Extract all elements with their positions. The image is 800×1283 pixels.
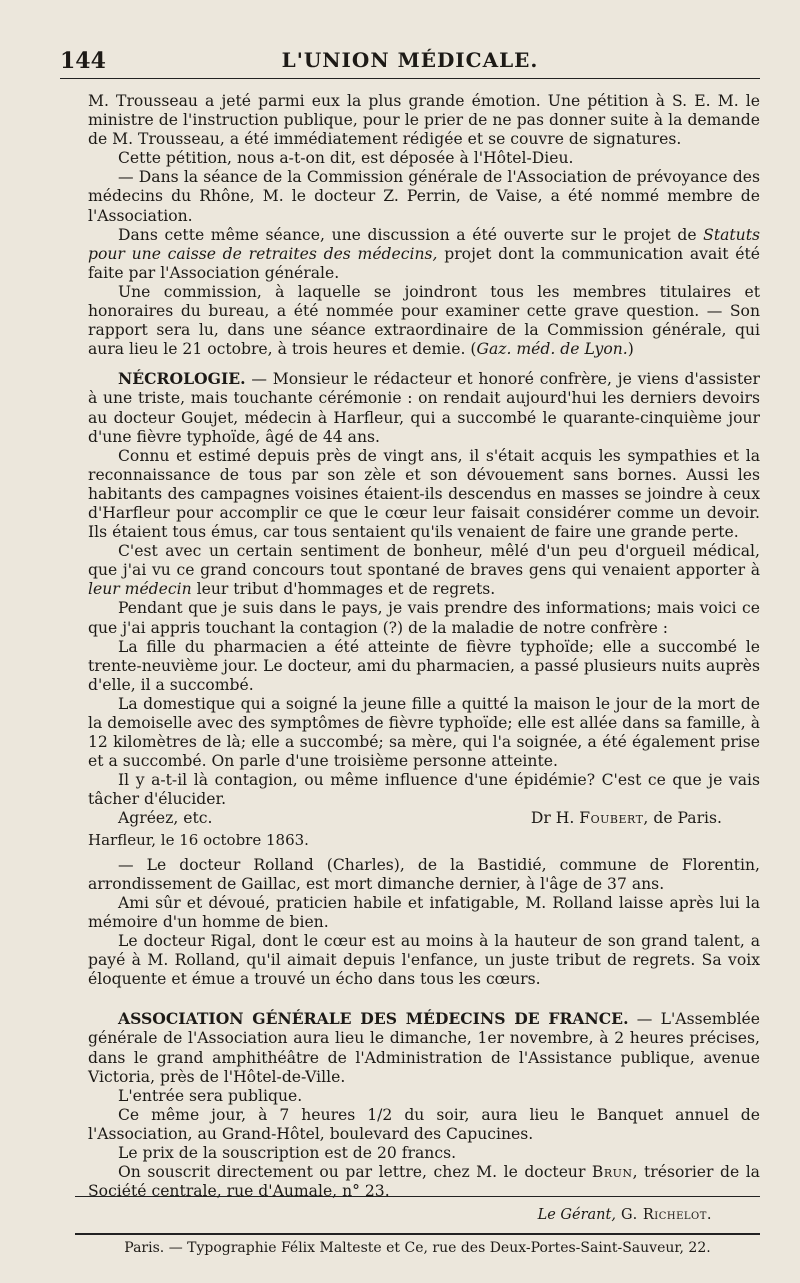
gerant-name: G. Richelot.	[615, 1207, 712, 1223]
paragraph: Connu et estimé depuis près de vingt ans, il s'était acquis les sympathies et la reconnaissance de tous par son zèle et son dévouement sans bornes. Aussi les habitants des campagnes voisines étaient-ils descendus en masses se joindre à ceux d'Harfleur pour accomplir ce que le cœur leur faisait considérer comme un devoir. Ils étaient tous émus, car tous sentaient qu'ils venaient de faire une grande perte.	[88, 446, 760, 542]
article-body	[88, 92, 760, 1201]
footer-rule	[75, 1196, 760, 1197]
necrology-paragraph	[88, 369, 760, 446]
paragraph: Le docteur Rigal, dont le cœur est au moins à la hauteur de son grand talent, a payé à M. Rolland, qu'il aimait depuis l'enfance, un juste tribut de regrets. Sa voix éloquente et émue a trouvé un écho dans tous les cœurs.	[88, 932, 760, 989]
closing-formula: Agréez, etc.	[118, 809, 213, 828]
section-heading-necrologie: NÉCROLOGIE.	[118, 369, 246, 389]
text-run: , de Paris.	[643, 809, 722, 828]
letter-date: Harfleur, le 16 octobre 1863.	[88, 830, 309, 849]
section-heading-association: ASSOCIATION GÉNÉRALE DES MÉDECINS DE FRANCE.	[118, 1009, 629, 1029]
italic-text: Statuts pour une caisse de retraites des médecins,	[88, 225, 760, 263]
text-run: leur tribut d'hommages et de regrets.	[191, 580, 496, 599]
person-name: Brun	[591, 1163, 633, 1182]
paragraph	[88, 226, 760, 283]
letter-signature	[88, 809, 760, 828]
text-run: Dans cette même séance, une discussion a été ouverte sur le projet de	[118, 225, 704, 244]
text-run: Une commission, à laquelle se joindront tous les membres titulaires et honoraires du bureau, a été nommée pour examiner cette grave question. — Son rapport sera lu, dans une séance extraordinaire de la Commission générale, qui aura lieu le 21 octobre, à trois heures et demie. (	[88, 282, 760, 359]
gerant-signature	[538, 1207, 712, 1223]
section-gap	[88, 999, 760, 1009]
paragraph: Il y a-t-il là contagion, ou même influence d'une épidémie? C'est ce que je vais tâcher d'élucider.	[88, 771, 760, 809]
paragraph: La domestique qui a soigné la jeune fille a quitté la maison le jour de la mort de la demoiselle avec des symptômes de fièvre typhoïde; elle est allée dans sa famille, à 12 kilomètres de là; elle a succombé; sa mère, qui l'a soignée, a été également prise et a succombé. On parle d'une troisième personne atteinte.	[88, 694, 760, 771]
text-run: — L'Assemblée générale de l'Association aura lieu le dimanche, 1er novembre, à 2 heures précises, dans le grand amphithéâtre de l'Administration de l'Assistance publique, avenue Victoria, près de l'Hôtel-de-Ville.	[88, 1010, 761, 1086]
text-run: Dr H.	[530, 809, 580, 828]
text-run: C'est avec un certain sentiment de bonheur, mêlé d'un peu d'orgueil médical, que j'ai vu ce grand concours tout spontané de braves gens qui venaient apporter à	[88, 542, 760, 580]
association-paragraph	[88, 1009, 760, 1086]
paragraph: — Le docteur Rolland (Charles), de la Bastidié, commune de Florentin, arrondissement de Gaillac, est mort dimanche dernier, à l'âge de 37 ans.	[88, 855, 760, 893]
section-gap	[88, 359, 760, 369]
italic-text: leur médecin	[88, 580, 192, 599]
paragraph: Le prix de la souscription est de 20 francs.	[118, 1143, 457, 1162]
text-run: , trésorier de la Société centrale, rue d'Aumale, n° 23.	[88, 1163, 760, 1201]
paragraph: M. Trousseau a jeté parmi eux la plus grande émotion. Une pétition à S. E. M. le ministre de l'instruction publique, pour le prier de ne pas donner suite à la demande de M. Trousseau, a été immédiatement rédigée et se couvre de signatures.	[88, 92, 760, 149]
signature	[531, 809, 722, 828]
page-header	[60, 46, 760, 76]
journal-title: L'UNION MÉDICALE.	[281, 48, 539, 72]
citation: Gaz. méd. de Lyon.	[476, 340, 628, 359]
paragraph: Ami sûr et dévoué, praticien habile et infatigable, M. Rolland laisse après lui la mémoire d'un homme de bien.	[88, 893, 760, 931]
printer-imprint: Paris. — Typographie Félix Malteste et Ce, rue des Deux-Portes-Saint-Sauveur, 22.	[124, 1240, 711, 1256]
paragraph: L'entrée sera publique.	[118, 1086, 303, 1105]
page-number: 144	[60, 48, 106, 74]
header-rule	[60, 78, 760, 79]
section-gap	[88, 989, 760, 999]
paragraph: Pendant que je suis dans le pays, je vais prendre des informations; mais voici ce que j'ai appris touchant la contagion (?) de la maladie de notre confrère :	[88, 599, 760, 637]
paragraph	[88, 542, 760, 599]
gerant-label: Le Gérant,	[537, 1207, 616, 1223]
paragraph: La fille du pharmacien a été atteinte de fièvre typhoïde; elle a succombé le trente-neuvième jour. Le docteur, ami du pharmacien, a passé plusieurs nuits auprès d'elle, il a succombé.	[88, 637, 760, 694]
text-run: projet dont la communication avait été faite par l'Association générale.	[88, 244, 760, 282]
author-name: Foubert	[579, 809, 644, 828]
paragraph: Cette pétition, nous a-t-on dit, est déposée à l'Hôtel-Dieu.	[118, 149, 574, 168]
footer-rule	[75, 1233, 760, 1235]
paragraph	[88, 283, 760, 359]
text-run: On souscrit directement ou par lettre, chez M. le docteur	[118, 1163, 592, 1182]
text-run: — Monsieur le rédacteur et honoré confrère, je viens d'assister à une triste, mais touchante cérémonie : on rendait aujourd'hui les derniers devoirs au docteur Goujet, médecin à Harfleur, qui a succombé le quarante-cinquième jour d'une fièvre typhoïde, âgé de 44 ans.	[88, 370, 760, 446]
paragraph: Ce même jour, à 7 heures 1/2 du soir, aura lieu le Banquet annuel de l'Association, au Grand-Hôtel, boulevard des Capucines.	[88, 1105, 760, 1143]
text-run: )	[627, 340, 634, 359]
paragraph: — Dans la séance de la Commission générale de l'Association de prévoyance des médecins du Rhône, M. le docteur Z. Perrin, de Vaise, a été nommé membre de l'Association.	[88, 168, 760, 225]
